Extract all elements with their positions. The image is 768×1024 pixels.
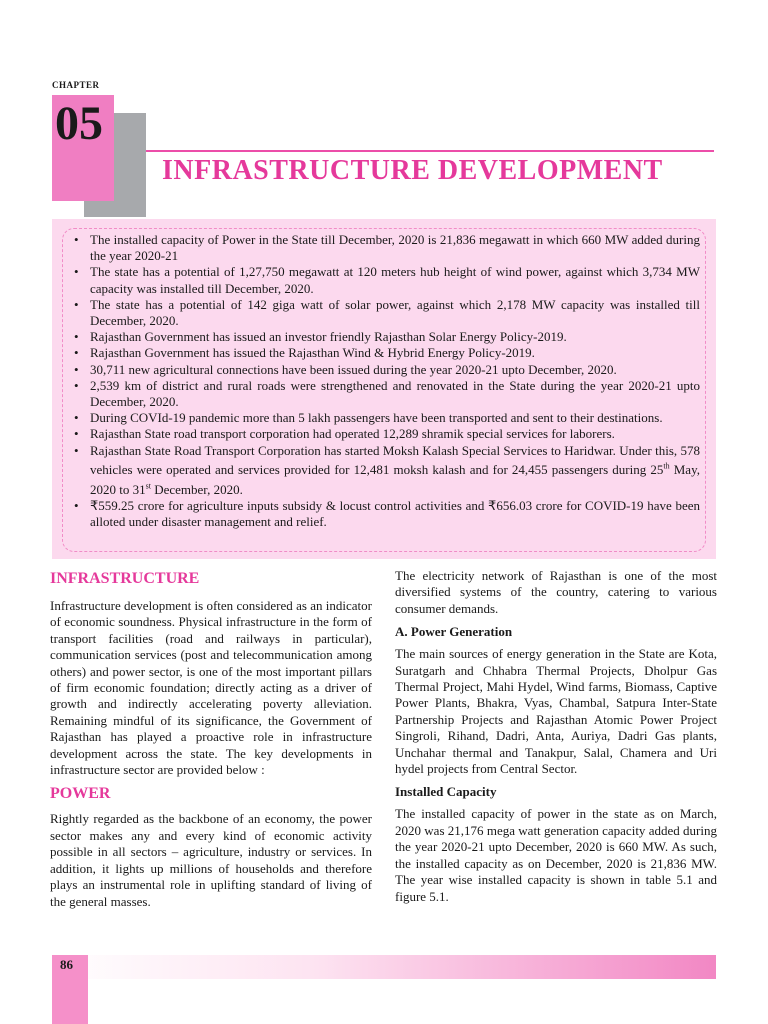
bullet-icon: • [74, 442, 79, 458]
chapter-label: CHAPTER [52, 80, 100, 90]
chapter-number: 05 [55, 97, 103, 150]
bullet-icon: • [74, 426, 79, 442]
bullet-icon: • [74, 497, 79, 513]
bullet-icon: • [74, 264, 79, 280]
installed-capacity-heading: Installed Capacity [395, 784, 497, 800]
highlight-item: • The state has a potential of 142 giga watt of solar power, against which 2,178 MW capacity was installed till December, 2020. [74, 296, 700, 329]
chapter-title: INFRASTRUCTURE DEVELOPMENT [162, 155, 663, 186]
highlight-item: • Rajasthan Government has issued the Rajasthan Wind & Hybrid Energy Policy-2019. [74, 345, 535, 361]
left-column [50, 568, 372, 910]
highlight-item: • The state has a potential of 1,27,750 megawatt at 120 meters hub height of wind power, against which 3,734 MW capacity was installed till December, 2020. [74, 264, 700, 296]
bullet-icon: • [74, 361, 79, 377]
highlight-item: • Rajasthan State road transport corporation had operated 12,289 shramik special services for laborers. [74, 426, 615, 442]
infrastructure-paragraph: Infrastructure development is often considered as an indicator of economic soundness. Physical infrastructure in the form of transport facilities (road and railways in particular), communication services (post and telecommunication among others) and power sector, is one of the most important pillars of firm economic foundation; directly acting as a driver of growth and indirectly accelerating poverty alleviation. Remaining mindful of its significance, the Government of Rajasthan has played a proactive role in infrastructure development across the state. The key developments in infrastructure sector are provided below : [50, 598, 372, 778]
footer-bar [52, 955, 716, 979]
ordinal-suffix: th [663, 461, 670, 471]
highlights-box [52, 219, 716, 559]
highlight-item: • Rajasthan Government has issued an investor friendly Rajasthan Solar Energy Policy-2019. [74, 329, 567, 345]
title-rule [146, 150, 714, 152]
ordinal-suffix: st [145, 481, 151, 491]
highlight-item: • During COVId-19 pandemic more than 5 lakh passengers have been transported and sent to their destinations. [74, 410, 663, 426]
infrastructure-heading: INFRASTRUCTURE [50, 570, 200, 587]
bullet-icon: • [74, 329, 79, 345]
highlight-item: • 2,539 km of district and rural roads were strengthened and renovated in the State during the year 2020-21 upto December, 2020. [74, 377, 700, 410]
highlight-item: • The installed capacity of Power in the State till December, 2020 is 21,836 megawatt in which 660 MW added during the year 2020-21 [74, 232, 700, 264]
right-column [395, 568, 717, 905]
highlight-item: • Rajasthan State Road Transport Corporation has started Moksh Kalash Special Services to Haridwar. Under this, 578 vehicles were operated and services provided for 12,481 moksh kalash and for 24,455 passengers during 25th May, 2020 to 31st December, 2020. [74, 442, 700, 497]
bullet-icon: • [74, 410, 79, 426]
bullet-icon: • [74, 232, 79, 247]
highlight-item: • ₹559.25 crore for agriculture inputs subsidy & locust control activities and ₹656.03 crore for COVID-19 have been alloted under disaster management and relief. [74, 497, 700, 530]
electricity-intro-paragraph: The electricity network of Rajasthan is one of the most diversified systems of the country, catering to various consumer demands. [395, 568, 717, 616]
page-number: 86 [60, 957, 73, 972]
bullet-icon: • [74, 345, 79, 361]
highlight-item: • 30,711 new agricultural connections have been issued during the year 2020-21 upto December, 2020. [74, 361, 617, 377]
highlights-list [66, 232, 700, 530]
power-generation-heading: A. Power Generation [395, 624, 513, 640]
power-paragraph: Rightly regarded as the backbone of an economy, the power sector makes any and every kind of economic activity possible in all sectors – agriculture, industry or services. In addition, it lights up millions of households and therefore plays an instrumental role in uplifting standard of living of the general masses. [50, 811, 372, 909]
power-generation-paragraph: The main sources of energy generation in the State are Kota, Suratgarh and Chhabra Thermal Projects, Dholpur Gas Thermal Project, Mahi Hydel, Wind farms, Biomass, Captive Power Plants, Bhakra, Vyas, Chambal, Satpura Inter-State Partnership Projects and Rajasthan Atomic Power Project Singroli, Rihand, Dadri, Anta, Auriya, Dadri Gas plants, Unchahar thermal and Tanakpur, Salal, Chamera and Uri hydel projects from Central Sector. [395, 646, 717, 777]
installed-capacity-paragraph: The installed capacity of power in the state as on March, 2020 was 21,176 mega watt generation capacity added during the year 2020-21 upto December, 2020 is 660 MW. As such, the installed capacity as on December, 2020 is 21,836 MW. The year wise installed capacity is shown in table 5.1 and figure 5.1. [395, 806, 717, 904]
bullet-icon: • [74, 296, 79, 312]
power-heading: POWER [50, 785, 111, 803]
bullet-icon: • [74, 377, 79, 393]
